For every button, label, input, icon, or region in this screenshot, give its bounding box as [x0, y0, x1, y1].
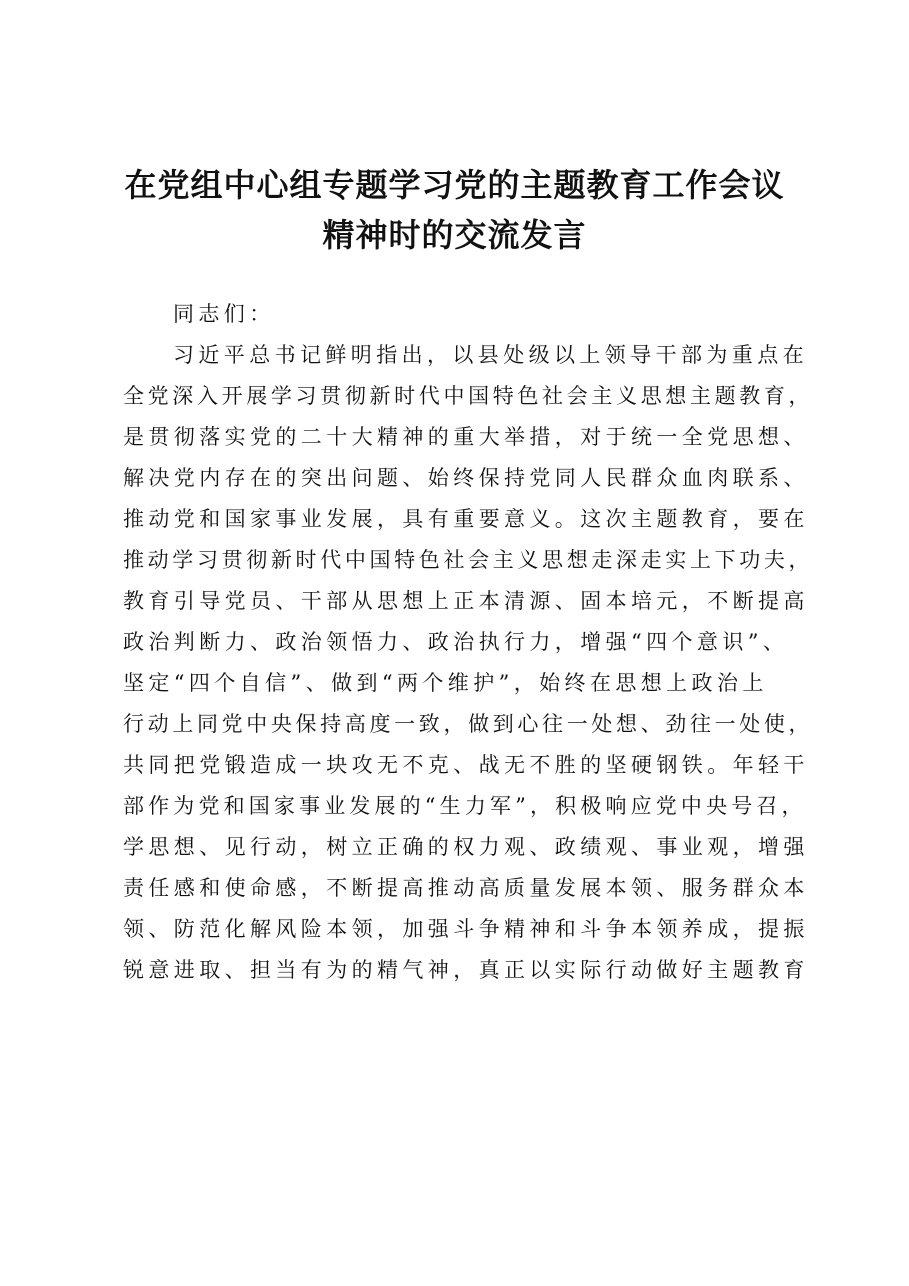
- document-body: [123, 294, 813, 991]
- paragraph-line: 领、防范化解风险本领，加强斗争精神和斗争本领养成，提振: [123, 917, 809, 941]
- paragraph-line: 教育引导党员、干部从思想上正本清源、固本培元，不断提高: [123, 589, 809, 613]
- paragraph-line: 推动党和国家事业发展，具有重要意义。这次主题教育，要在: [123, 507, 809, 531]
- salutation: 同志们：: [173, 302, 275, 326]
- paragraph-line: 行动上同党中央保持高度一致，做到心往一处想、劲往一处使，: [123, 712, 814, 736]
- paragraph-line: 习近平总书记鲜明指出，以县处级以上领导干部为重点在: [173, 343, 808, 367]
- paragraph-line: 共同把党锻造成一块攻无不克、战无不胜的坚硬钢铁。年轻干: [123, 753, 809, 777]
- document-title: [100, 160, 809, 260]
- paragraph-line: 全党深入开展学习贯彻新时代中国特色社会主义思想主题教育，: [123, 384, 814, 408]
- paragraph-line: 推动学习贯彻新时代中国特色社会主义思想走深走实上下功夫，: [123, 548, 814, 572]
- paragraph-line: 责任感和使命感，不断提高推动高质量发展本领、服务群众本: [123, 876, 809, 900]
- paragraph-line: 是贯彻落实党的二十大精神的重大举措，对于统一全党思想、: [123, 425, 809, 449]
- title-line-1: 在党组中心组专题学习党的主题教育工作会议: [124, 166, 785, 204]
- paragraph-line: 坚定“四个自信”、做到“两个维护”，始终在思想上政治上: [123, 671, 768, 695]
- paragraph-line: 部作为党和国家事业发展的“生力军”，积极响应党中央号召，: [123, 794, 807, 818]
- paragraph: [123, 335, 813, 991]
- paragraph-line: 锐意进取、担当有为的精气神，真正以实际行动做好主题教育: [123, 958, 809, 982]
- paragraph-line: 解决党内存在的突出问题、始终保持党同人民群众血肉联系、: [123, 466, 809, 490]
- title-line-2: 精神时的交流发言: [322, 216, 587, 254]
- paragraph-line: 政治判断力、政治领悟力、政治执行力，增强“四个意识”、: [123, 630, 789, 654]
- paragraph-line: 学思想、见行动，树立正确的权力观、政绩观、事业观，增强: [123, 835, 809, 859]
